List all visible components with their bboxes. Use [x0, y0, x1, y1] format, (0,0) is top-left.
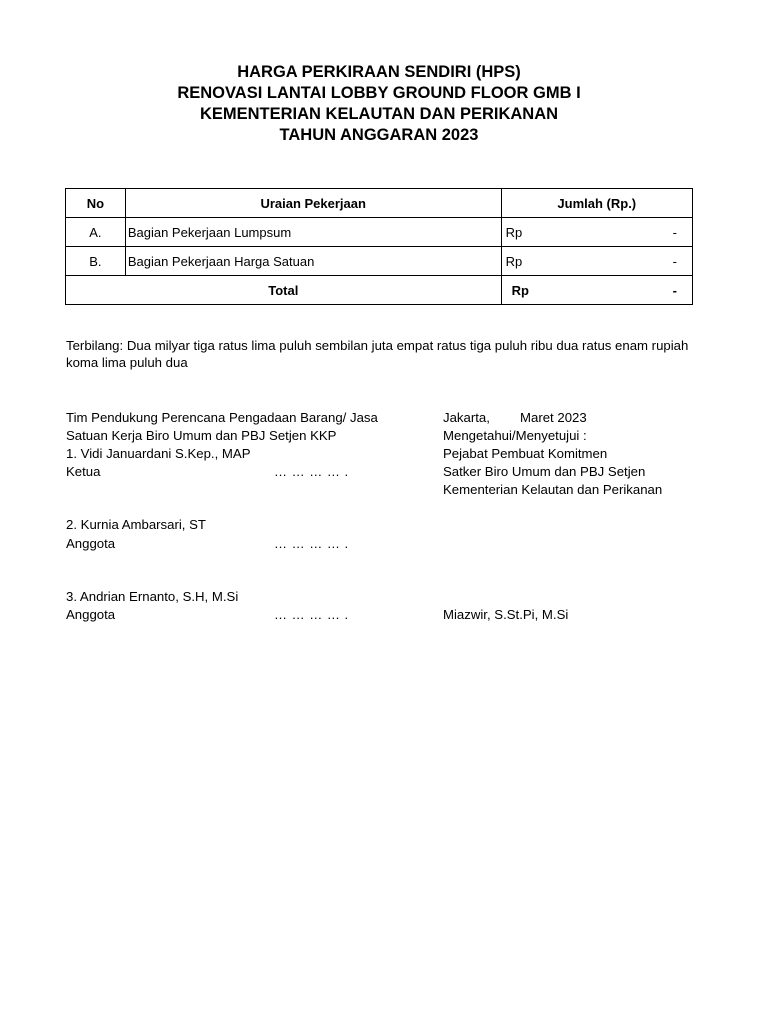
- member-3-name: 3. Andrian Ernanto, S.H, M.Si: [66, 589, 239, 604]
- approver-position-1: Pejabat Pembuat Komitmen: [443, 446, 608, 461]
- row-jumlah: [501, 247, 692, 276]
- team-name-line-2: Satuan Kerja Biro Umum dan PBJ Setjen KKP: [66, 428, 337, 443]
- row-amount: -: [672, 224, 677, 240]
- title-line-4: TAHUN ANGGARAN 2023: [279, 126, 479, 144]
- member-3-role: Anggota: [66, 607, 116, 622]
- terbilang-text: Terbilang: Dua milyar tiga ratus lima puluh sembilan juta empat ratus tiga puluh ribu dua ratus enam rupiah koma lima puluh dua: [66, 338, 689, 370]
- member-1-signature-line: … … … … .: [274, 464, 349, 479]
- title-line-3: KEMENTERIAN KELAUTAN DAN PERIKANAN: [199, 105, 559, 123]
- member-2-name: 2. Kurnia Ambarsari, ST: [66, 517, 206, 532]
- row-currency: Rp: [505, 224, 523, 240]
- header-jumlah: Jumlah (Rp.): [501, 189, 692, 218]
- member-1-role: Ketua: [66, 464, 101, 479]
- approval-label: Mengetahui/Menyetujui :: [443, 428, 587, 443]
- row-currency: Rp: [505, 253, 523, 269]
- total-label: Total: [66, 276, 502, 305]
- approver-position-3: Kementerian Kelautan dan Perikanan: [443, 482, 663, 497]
- row-uraian: Bagian Pekerjaan Lumpsum: [125, 218, 501, 247]
- table-row: [66, 218, 693, 247]
- row-uraian: Bagian Pekerjaan Harga Satuan: [125, 247, 501, 276]
- signing-place: Jakarta,: [443, 410, 490, 425]
- row-jumlah: [501, 218, 692, 247]
- total-jumlah: [501, 276, 692, 305]
- approver-position-2: Satker Biro Umum dan PBJ Setjen: [443, 464, 646, 479]
- signing-date: Maret 2023: [520, 410, 587, 425]
- member-2-role: Anggota: [66, 536, 116, 551]
- row-no: A.: [66, 218, 126, 247]
- total-currency: Rp: [511, 282, 529, 298]
- title-line-1: HARGA PERKIRAAN SENDIRI (HPS): [237, 63, 521, 81]
- document-title: [0, 62, 758, 146]
- member-1-name: 1. Vidi Januardani S.Kep., MAP: [66, 446, 251, 461]
- team-name-line-1: Tim Pendukung Perencana Pengadaan Barang/ Jasa: [66, 410, 378, 425]
- header-no: No: [66, 189, 126, 218]
- table-header-row: [66, 189, 693, 218]
- row-no: B.: [66, 247, 126, 276]
- header-uraian: Uraian Pekerjaan: [125, 189, 501, 218]
- member-3-signature-line: … … … … .: [274, 607, 349, 622]
- table-row: [66, 247, 693, 276]
- title-line-2: RENOVASI LANTAI LOBBY GROUND FLOOR GMB I: [177, 84, 581, 102]
- member-2-signature-line: … … … … .: [274, 536, 349, 551]
- total-amount: -: [672, 282, 677, 298]
- approver-name: Miazwir, S.St.Pi, M.Si: [443, 607, 569, 622]
- hps-table: [65, 188, 693, 305]
- table-total-row: [66, 276, 693, 305]
- row-amount: -: [672, 253, 677, 269]
